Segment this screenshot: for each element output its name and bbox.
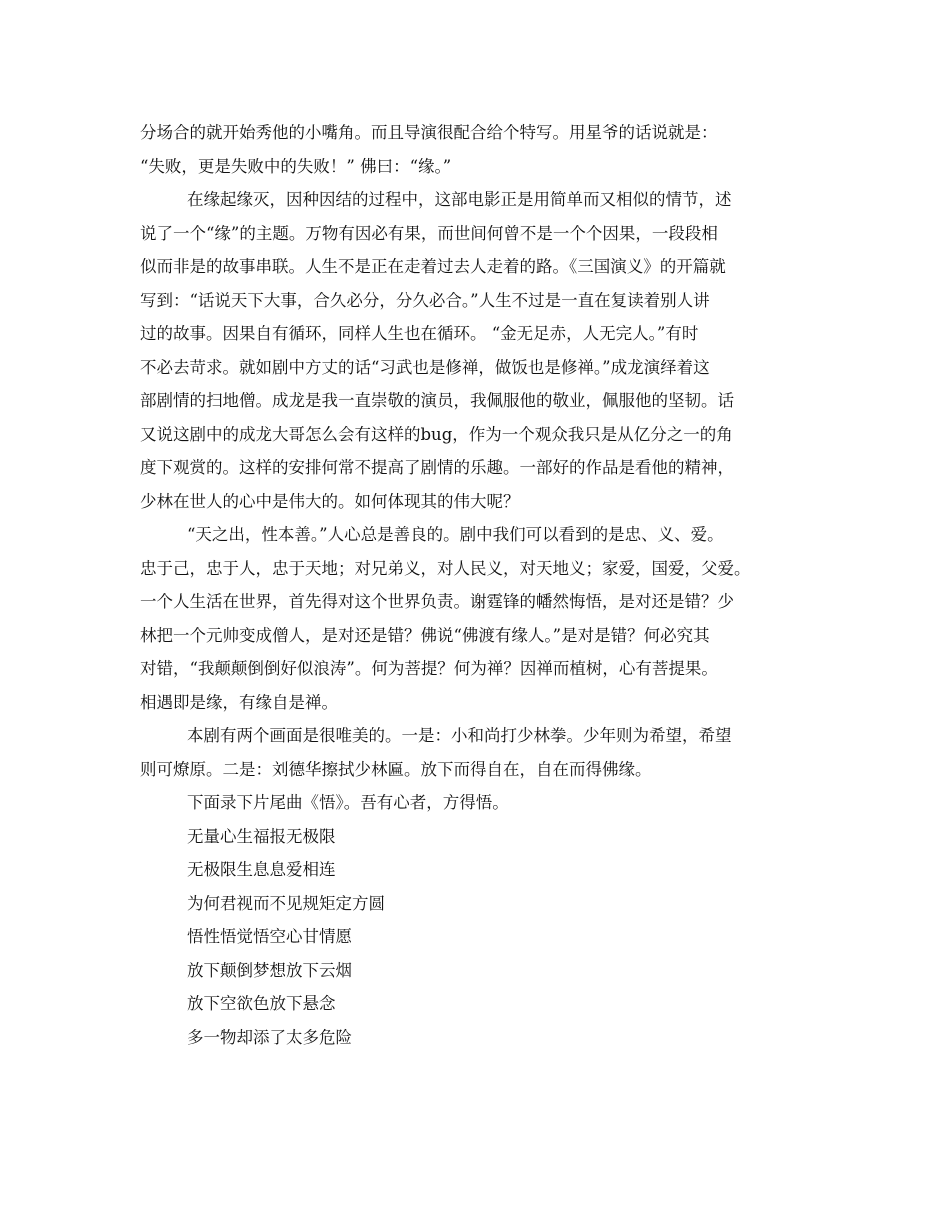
text-line: 林把一个元帅变成僧人，是对还是错？佛说“佛渡有缘人。”是对是错？何必究其 (140, 625, 710, 645)
text-line: 忠于己，忠于人，忠于天地；对兄弟义，对人民义，对天地义；家爱，国爱，父爱。 (140, 558, 751, 578)
paragraph-line: 本剧有两个画面是很唯美的。一是：小和尚打少林拳。少年则为希望，希望 (187, 726, 732, 745)
lyric-line: 为何君视而不见规矩定方圆 (187, 893, 385, 913)
text-line: 相遇即是缘，有缘自是禅。 (140, 692, 338, 712)
lyric-line: 多一物却添了太多危险 (187, 1027, 352, 1047)
lyric-line: 放下颠倒梦想放下云烟 (187, 960, 352, 980)
text-line: 少林在世人的心中是伟大的。如何体现其的伟大呢？ (140, 491, 520, 511)
lyric-line: 无极限生息息爱相连 (187, 860, 336, 879)
text-line: 一个人生活在世界，首先得对这个世界负责。谢霆锋的幡然悔悟，是对还是错？少 (140, 592, 734, 611)
text-line: 写到：“话说天下大事，合久必分，分久必合。”人生不过是一直在复读着别人讲 (140, 290, 710, 310)
lyric-line: 悟性悟觉悟空心甘情愿 (187, 927, 352, 946)
lyric-line: 放下空欲色放下悬念 (187, 994, 336, 1013)
paragraph-line: 在缘起缘灭，因种因结的过程中，这部电影正是用简单而又相似的情节，述 (187, 190, 732, 209)
text-line: 对错，“我颠颠倒倒好似浪涛”。何为菩提？何为禅？因禅而植树，心有菩提果。 (140, 659, 718, 678)
lyric-line: 无量心生福报无极限 (187, 826, 336, 846)
text-line: 则可燎原。二是：刘德华擦拭少林匾。放下而得自在，自在而得佛缘。 (140, 759, 652, 779)
text-line: 部剧情的扫地僧。成龙是我一直崇敬的演员，我佩服他的敬业，佩服他的坚韧。话 (140, 391, 734, 410)
paragraph-line: 下面录下片尾曲《悟》。吾有心者，方得悟。 (187, 793, 509, 812)
text-line: 度下观赏的。这样的安排何常不提高了剧情的乐趣。一部好的作品是看他的精神， (140, 458, 734, 477)
text-line: “失败，更是失败中的失败！” 佛曰：“缘。” (140, 156, 452, 176)
text-line: 又说这剧中的成龙大哥怎么会有这样的bug，作为一个观众我只是从亿分之一的角 (140, 424, 733, 444)
text-line: 说了一个“缘”的主题。万物有因必有果，而世间何曾不是一个个因果，一段段相 (140, 223, 718, 243)
paragraph-line: “天之出，性本善。”人心总是善良的。剧中我们可以看到的是忠、义、爱。 (187, 525, 724, 544)
text-line: 不必去苛求。就如剧中方丈的话“习武也是修禅，做饭也是修禅。”成龙演绎着这 (140, 357, 710, 377)
text-line: 似而非是的故事串联。人生不是正在走着过去人走着的路。《三国演义》的开篇就 (140, 257, 726, 276)
document-body (140, 116, 820, 1054)
text-line: 分场合的就开始秀他的小嘴角。而且导演很配合给个特写。用星爷的话说就是： (140, 123, 718, 142)
text-line: 过的故事。因果自有循环，同样人生也在循环。 “金无足赤，人无完人。”有时 (140, 324, 699, 343)
